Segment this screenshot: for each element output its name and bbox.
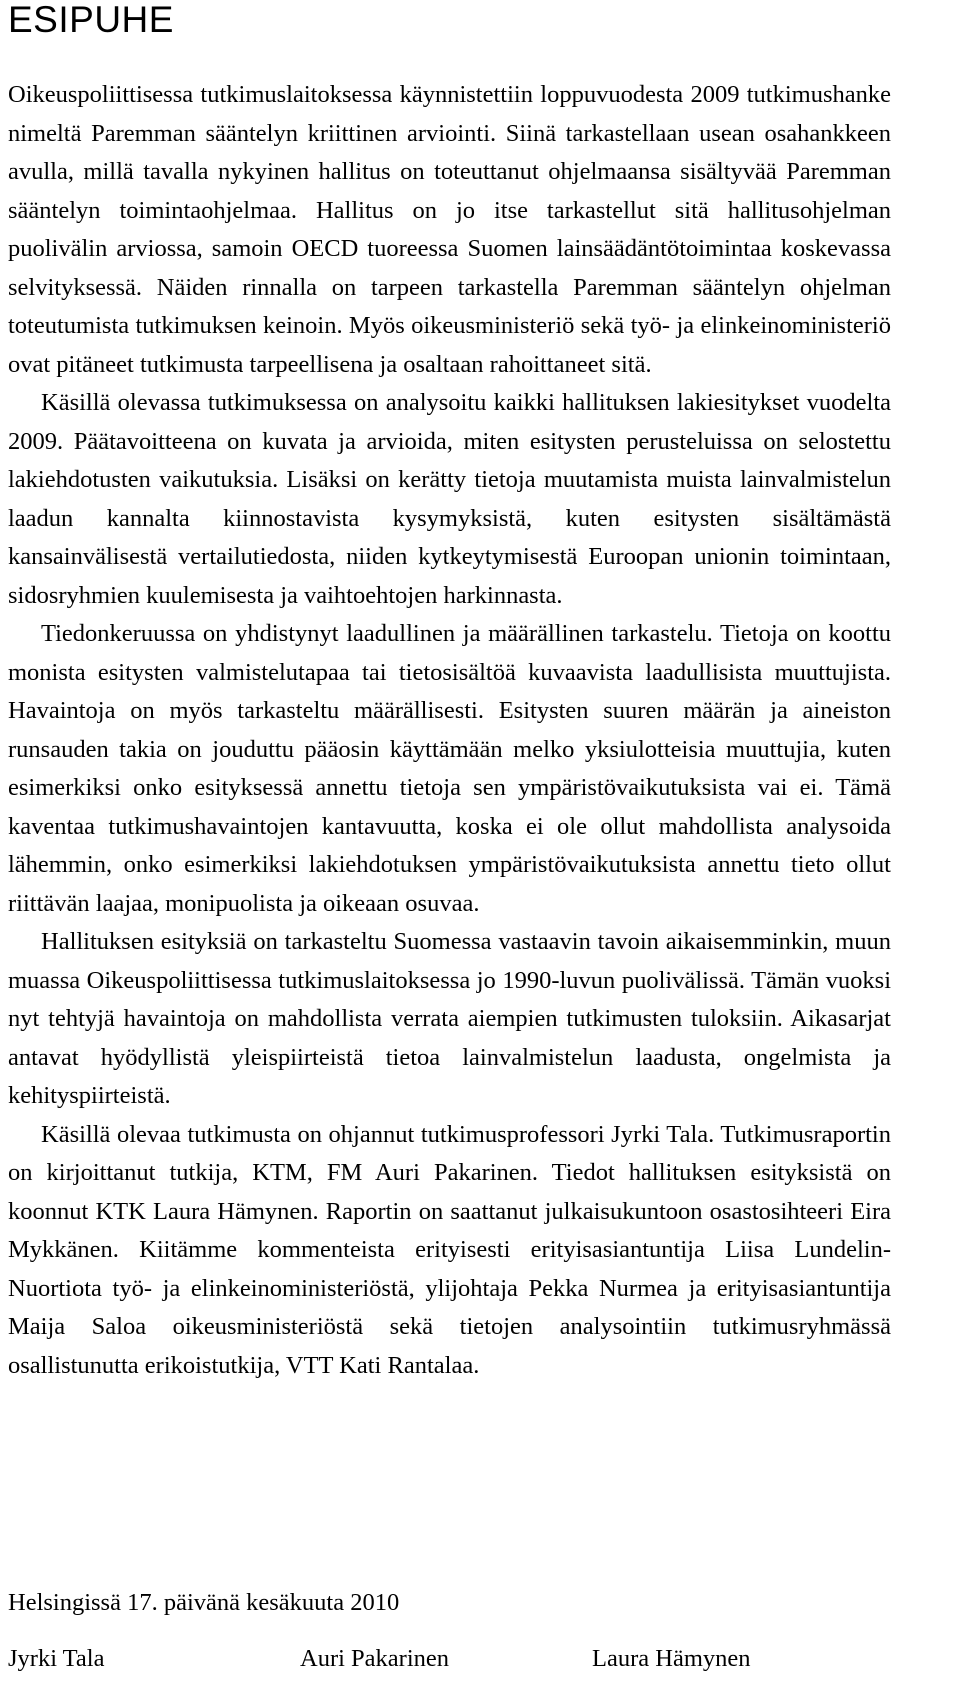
document-page [8,0,891,1385]
paragraph-3: Tiedonkeruussa on yhdistynyt laadullinen ja määrällinen tarkastelu. Tietoja on koottu monista esitysten valmistelutapaa tai tietosisältöä kuvaavista laadullisista muuttujista. Havaintoja on myös tarkasteltu määrällisesti. Esitysten suuren määrän ja aineiston runsauden takia on jouduttu pääosin käyttämään melko yksiulotteisia muuttujia, kuten esimerkiksi onko esityksessä annettu tietoja sen ympäristövaikutuksista vai ei. Tämä kaventaa tutkimushavaintojen kantavuutta, koska ei ole ollut mahdollista analysoida lähemmin, onko esimerkiksi lakiehdotuksen ympäristövaikutuksista annettu tieto ollut riittävän laajaa, monipuolista ja oikeaan osuvaa. [8,620,891,917]
paragraph-5: Käsillä olevaa tutkimusta on ohjannut tutkimusprofessori Jyrki Tala. Tutkimusraportin on kirjoittanut tutkija, KTM, FM Auri Pakarinen. Tiedot hallituksen esityksistä on koonnut KTK Laura Hämynen. Raportin on saattanut julkaisukuntoon osastosihteeri Eira Mykkänen. Kiitämme kommenteista erityisesti erityisasiantuntija Liisa Lundelin-Nuortiota työ- ja elinkeinoministeriöstä, ylijohtaja Pekka Nurmea ja erityisasiantuntija Maija Saloa oikeusministeriöstä sekä tietojen analysointiin tutkimusryhmässä osallistunutta erikoistutkija, VTT Kati Rantalaa. [8,1120,891,1379]
paragraph-2: Käsillä olevassa tutkimuksessa on analysoitu kaikki hallituksen lakiesitykset vuodelta 2009. Päätavoitteena on kuvata ja arvioida, miten esitysten perusteluissa on selostettu lakiehdotusten vaikutuksia. Lisäksi on kerätty tietoja muutamista muista lainvalmistelun laadun kannalta kiinnostavista kysymyksistä, kuten esitysten sisältämästä kansainvälisestä vertailutiedosta, niiden kytkeytymisestä Euroopan unionin toimintaan, sidosryhmien kuulemisesta ja vaihtoehtojen harkinnasta. [8,389,891,609]
place-and-date: Helsingissä 17. päivänä kesäkuuta 2010 [8,1589,400,1616]
paragraph-4: Hallituksen esityksiä on tarkasteltu Suomessa vastaavin tavoin aikaisemminkin, muun muassa Oikeuspoliittisessa tutkimuslaitoksessa jo 1990-luvun puolivälissä. Tämän vuoksi nyt tehtyjä havaintoja on mahdollista verrata aiempien tutkimusten tuloksiin. Aikasarjat antavat hyödyllistä yleispiirteistä tietoa lainvalmistelun laadusta, ongelmista ja kehityspiirteistä. [8,928,891,1109]
signature-laura-hamynen: Laura Hämynen [592,1645,751,1672]
signature-auri-pakarinen: Auri Pakarinen [300,1645,449,1672]
preface-body [8,76,891,1385]
paragraph-1: Oikeuspoliittisessa tutkimuslaitoksessa käynnistettiin loppuvuodesta 2009 tutkimushanke nimeltä Paremman sääntelyn kriittinen arviointi. Siinä tarkastellaan usean osahankkeen avulla, millä tavalla nykyinen hallitus on toteuttanut ohjelmaansa sisältyvää Paremman sääntelyn toimintaohjelmaa. Hallitus on jo itse tarkastellut sitä hallitusohjelman puolivälin arviossa, samoin OECD tuoreessa Suomen lainsäädäntötoimintaa koskevassa selvityksessä. Näiden rinnalla on tarpeen tarkastella Paremman sääntelyn ohjelman toteutumista tutkimuksen keinoin. Myös oikeusministeriö sekä työ- ja elinkeinoministeriö ovat pitäneet tutkimusta tarpeellisena ja osaltaan rahoittaneet sitä. [8,81,891,378]
signature-jyrki-tala: Jyrki Tala [8,1645,105,1672]
page-title: ESIPUHE [8,0,174,40]
